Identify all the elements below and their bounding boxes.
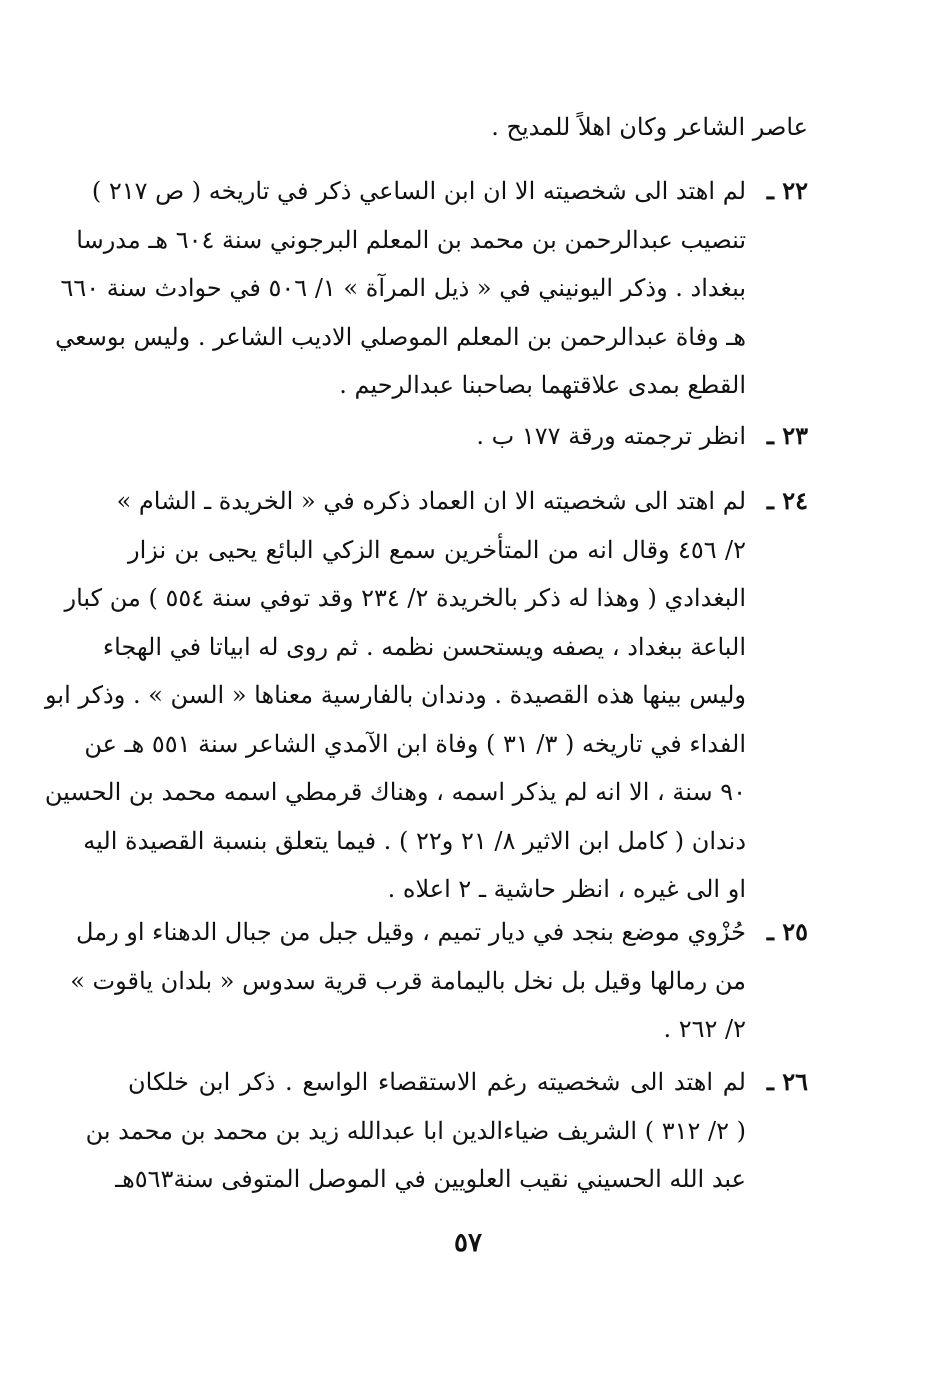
text-line: لم اهتد الى شخصيته الا ان العماد ذكره في « الخريدة ـ الشام » <box>116 487 746 515</box>
text-line: انظر ترجمته ورقة ١٧٧ ب . <box>476 422 746 450</box>
text-line: ٢/ ٢٦٢ . <box>663 1015 746 1043</box>
footnote-body <box>70 908 746 1054</box>
footnote-number: ٢٥ ـ <box>766 917 808 946</box>
text-line: هـ وفاة عبدالرحمن بن المعلم الموصلي الاديب الشاعر . وليس بوسعي <box>55 322 746 351</box>
text-line: عبد الله الحسيني نقيب العلويين في الموصل المتوفى سنة٥٦٣هـ <box>115 1165 746 1193</box>
text-line: الباعة ببغداد ، يصفه ويستحسن نظمه . ثم روى له ابياتا في الهجاء <box>102 632 746 661</box>
text-line: البغدادي ( وهذا له ذكر بالخريدة ٢/ ٢٣٤ وقد توفي سنة ٥٥٤ ) من كبار <box>64 584 746 612</box>
intro-paragraph <box>128 103 808 152</box>
text-line: ٩٠ سنة ، الا انه لم يذكر اسمه ، وهناك قرمطي اسمه محمد بن الحسين <box>44 778 746 806</box>
text-line: ببغداد . وذكر اليونيني في « ذيل المرآة » ١/ ٥٠٦ في حوادث سنة ٦٦٠ <box>60 274 746 302</box>
footnote-number: ٢٣ ـ <box>766 421 808 450</box>
text-line: الفداء في تاريخه ( ٣/ ٣١ ) وفاة ابن الآمدي الشاعر سنة ٥٥١ هـ عن <box>84 729 746 758</box>
footnote-25 <box>70 908 808 1054</box>
footnote-body <box>55 167 746 410</box>
text-line: لم اهتد الى شخصيته رغم الاستقصاء الواسع . ذكر ابن خلكان <box>128 1068 746 1096</box>
text-line: او الى غيره ، انظر حاشية ـ ٢ اعلاه . <box>387 875 746 903</box>
footnote-number: ٢٤ ـ <box>766 486 808 515</box>
footnote-24 <box>44 477 808 914</box>
text-line: لم اهتد الى شخصيته الا ان ابن الساعي ذكر في تاريخه ( ص ٢١٧ ) <box>91 177 746 205</box>
footnote-number: ٢٢ ـ <box>766 176 808 205</box>
text-line: ( ٢/ ٣١٢ ) الشريف ضياءالدين ابا عبدالله زيد بن محمد بن محمد بن <box>85 1116 746 1145</box>
text-line: القطع بمدى علاقتهما بصاحبنا عبدالرحيم . <box>339 371 746 399</box>
text-line: حُزْوي موضع بنجد في ديار تميم ، وقيل جبل من جبال الدهناء او رمل <box>76 918 746 946</box>
footnote-body <box>128 412 746 461</box>
text-line: من رمالها وقيل بل نخل باليمامة قرب قرية سدوس « بلدان ياقوت » <box>70 966 746 995</box>
footnote-body <box>44 477 746 914</box>
footnote-26 <box>85 1058 808 1204</box>
footnote-body <box>85 1058 746 1204</box>
footnote-22 <box>55 167 808 410</box>
footnote-number: ٢٦ ـ <box>766 1067 808 1096</box>
text-line: دندان ( كامل ابن الاثير ٨/ ٢١ و٢٢ ) . فيما يتعلق بنسبة القصيدة اليه <box>83 826 746 855</box>
footnote-23 <box>128 412 808 461</box>
text-line: تنصيب عبدالرحمن بن محمد بن المعلم البرجوني سنة ٦٠٤ هـ مدرسا <box>76 225 746 254</box>
text-line: عاصر الشاعر وكان اهلاً للمديح . <box>491 113 808 141</box>
page-number: ٥٧ <box>454 1228 482 1258</box>
text-line: وليس بينها هذه القصيدة . ودندان بالفارسية معناها « السن » . وذكر ابو <box>45 681 746 709</box>
text-line: ٢/ ٤٥٦ وقال انه من المتأخرين سمع الزكي البائع يحيى بن نزار <box>128 535 746 564</box>
